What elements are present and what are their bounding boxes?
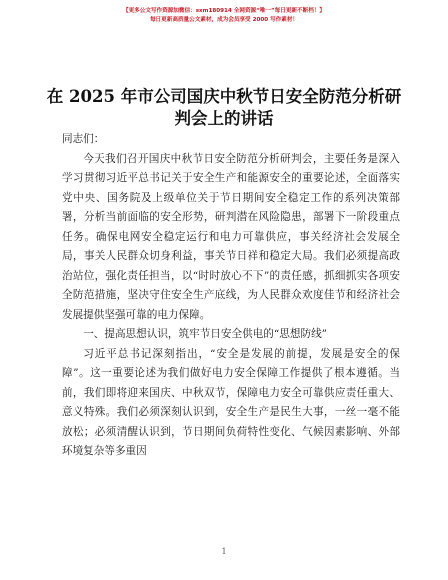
page-number: 1 [221, 547, 227, 556]
header-banner [0, 7, 448, 25]
body-paragraph: 今天我们召开国庆中秋节日安全防范分析研判会，主要任务是深入学习贯彻习近平总书记关于安全生产和能源安全的重要论述，全面落实党中央、国务院及上级单位关于节日期间安全稳定工作的系列决策部署，分析当前面临的安全形势，研判潜在风险隐患，部署下一阶段重点任务。确保电网安全稳定运行和电力可靠供应，事关经济社会发展全局，事关人民群众切身利益，事关节日祥和稳定大局。我们必须提高政治站位，强化责任担当，以“时时放心不下”的责任感，抓细抓实各项安全防范措施，坚决守住安全生产底线，为人民群众欢度佳节和经济社会发展提供坚强可靠的电力保障。 [62, 152, 400, 321]
document-body [62, 130, 400, 462]
body-paragraph: 习近平总书记深刻指出，“安全是发展的前提，发展是安全的保障”。这一重要论述为我们做好电力安全保障工作提供了根本遵循。当前，我们即将迎来国庆、中秋双节，保障电力安全可靠供应责任重大、意义特殊。我们必须深刻认识到，安全生产是民生大事，一丝一毫不能放松；必须清醒认识到，节日期间负荷特性变化、气候因素影响、外部环境复杂等多重因 [62, 347, 400, 457]
salutation: 同志们： [62, 133, 105, 145]
document-title: 在 2025 年市公司国庆中秋节日安全防范分析研判会上的讲话 [46, 87, 402, 128]
section-heading: 一、提高思想认识，筑牢节日安全供电的“思想防线” [83, 328, 328, 340]
banner-line-1: 【更多公文写作资源加微信：sxm180914 全网资源“唯一”每日更新不断档！】 [122, 8, 326, 14]
banner-line-2: 每日更新高质量公文素材，成为会员享受 2000 写作素材！ [149, 17, 299, 23]
